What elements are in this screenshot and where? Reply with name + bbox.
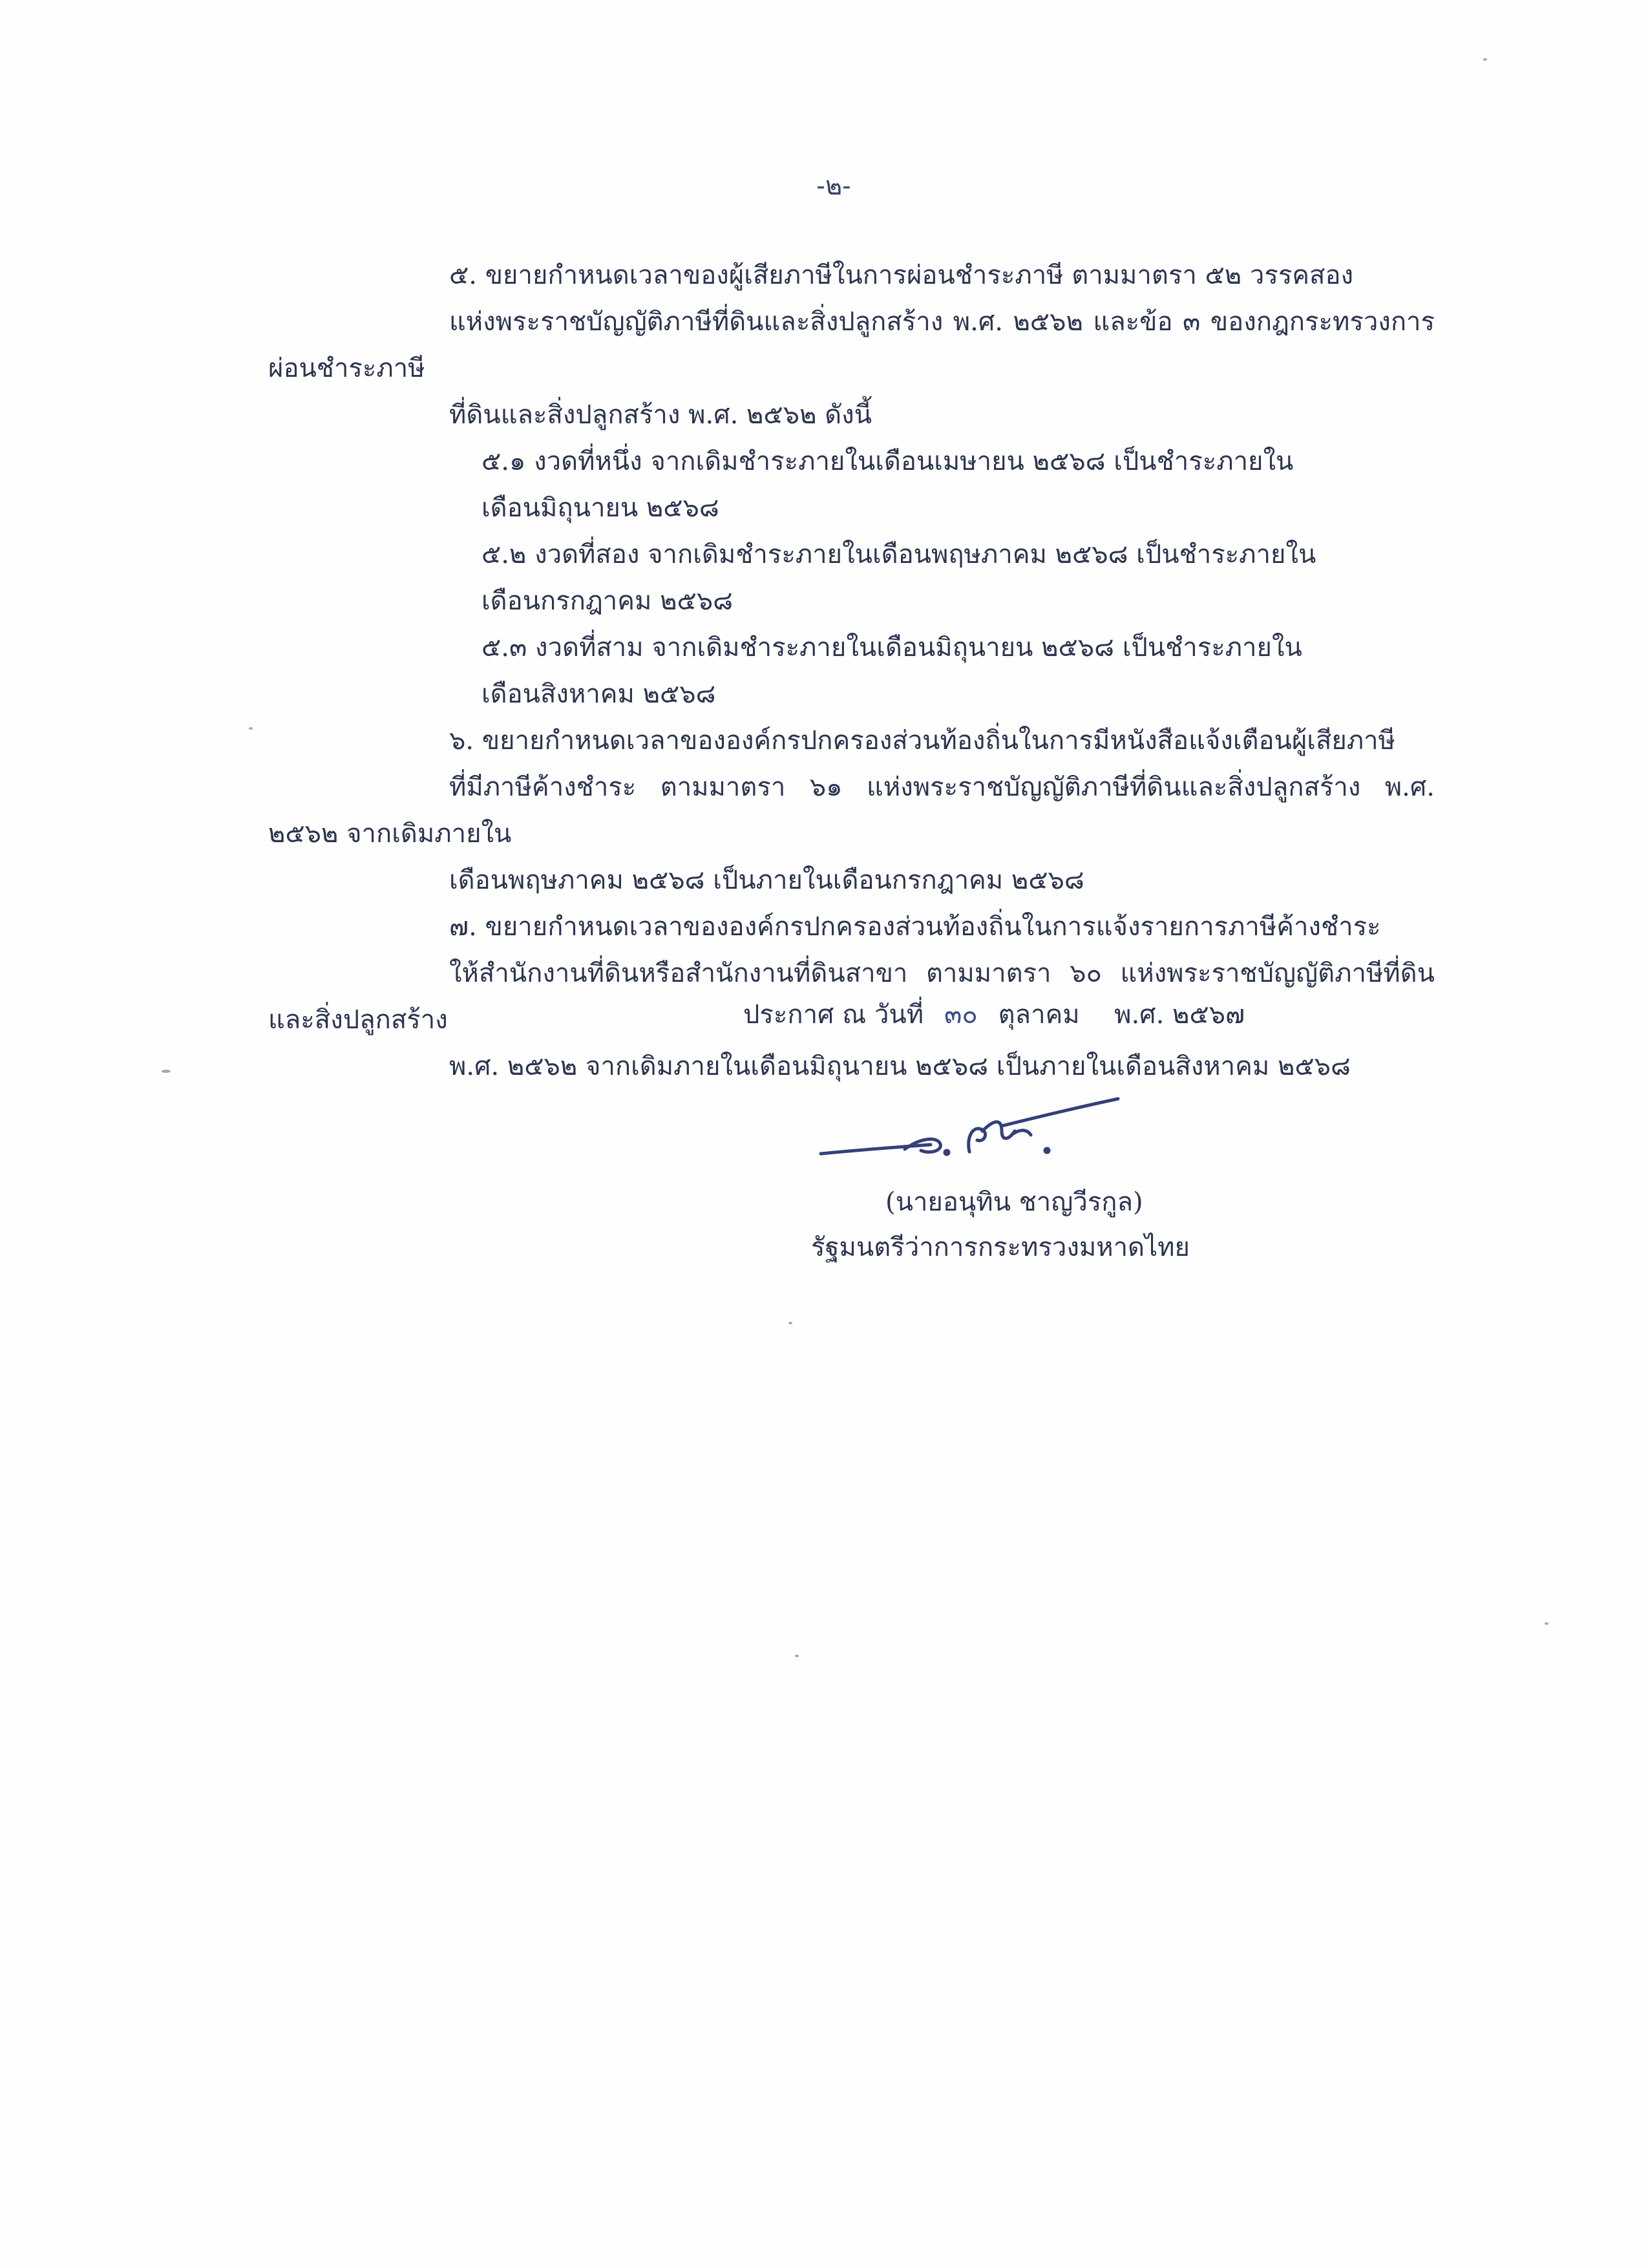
announcement-date: [743, 995, 1245, 1034]
scan-speck: [788, 1322, 792, 1324]
clause-7-line-1: ๗. ขยายกำหนดเวลาขององค์กรปกครองส่วนท้องถิ่นในการแจ้งรายการภาษีค้างชำระ: [449, 912, 1381, 942]
clause-5-1-line-1: ๕.๑ งวดที่หนึ่ง จากเดิมชำระภายในเดือนเมษายน ๒๕๖๘ เป็นชำระภายใน: [481, 447, 1294, 476]
clause-5-3: [268, 624, 1435, 717]
clause-7-line-3: พ.ศ. ๒๕๖๒ จากเดิมภายในเดือนมิถุนายน ๒๕๖๘ เป็นภายในเดือนสิงหาคม ๒๕๖๘: [449, 1052, 1351, 1081]
announcement-month: ตุลาคม: [998, 1000, 1080, 1030]
clause-5-3-line-2: เดือนสิงหาคม ๒๕๖๘: [481, 679, 716, 709]
scan-speck: [162, 1070, 171, 1073]
clause-5-1: [268, 438, 1435, 531]
announcement-prefix: ประกาศ ณ วันที่: [743, 1000, 924, 1030]
scan-speck: [795, 1655, 799, 1657]
clause-5-2-line-2: เดือนกรกฎาคม ๒๕๖๘: [481, 586, 733, 616]
page-number: -๒-: [816, 171, 851, 201]
scan-speck: [1483, 58, 1487, 61]
signer-name: (นายอนุทิน ชาญวีรกูล): [885, 1187, 1143, 1217]
clause-5-1-line-2: เดือนมิถุนายน ๒๕๖๘: [481, 493, 719, 523]
announcement-year: พ.ศ. ๒๕๖๗: [1114, 1000, 1245, 1030]
signer-title: รัฐมนตรีว่าการกระทรวงมหาดไทย: [811, 1233, 1190, 1262]
clause-6-line-2: ที่มีภาษีค้างชำระ ตามมาตรา ๖๑ แห่งพระราชบัญญัติภาษีที่ดินและสิ่งปลูกสร้าง พ.ศ. ๒๕๖๒ จากเดิมภายใน: [268, 772, 1435, 849]
announcement-day: ๓๐: [944, 1000, 978, 1030]
clause-5: [268, 252, 1435, 438]
clause-7-line-2: ให้สำนักงานที่ดินหรือสำนักงานที่ดินสาขา ตามมาตรา ๖๐ แห่งพระราชบัญญัติภาษีที่ดินและสิ่งปลูกสร้าง: [268, 959, 1435, 1035]
clause-5-line-1: ๕. ขยายกำหนดเวลาของผู้เสียภาษีในการผ่อนชำระภาษี ตามมาตรา ๕๒ วรรคสอง: [449, 260, 1354, 290]
clause-5-3-line-1: ๕.๓ งวดที่สาม จากเดิมชำระภายในเดือนมิถุนายน ๒๕๖๘ เป็นชำระภายใน: [481, 633, 1302, 662]
clause-5-line-3: ที่ดินและสิ่งปลูกสร้าง พ.ศ. ๒๕๖๒ ดังนี้: [449, 400, 872, 430]
clause-6: [268, 717, 1435, 904]
body-text: [268, 252, 1435, 1090]
handwritten-signature: [808, 1079, 1131, 1170]
clause-5-2: [268, 531, 1435, 624]
scan-speck: [249, 727, 253, 730]
clause-6-line-1: ๖. ขยายกำหนดเวลาขององค์กรปกครองส่วนท้องถิ่นในการมีหนังสือแจ้งเตือนผู้เสียภาษี: [449, 726, 1396, 756]
clause-5-2-line-1: ๕.๒ งวดที่สอง จากเดิมชำระภายในเดือนพฤษภาคม ๒๕๖๘ เป็นชำระภายใน: [481, 540, 1316, 569]
clause-5-line-2: แห่งพระราชบัญญัติภาษีที่ดินและสิ่งปลูกสร้าง พ.ศ. ๒๕๖๒ และข้อ ๓ ของกฎกระทรวงการผ่อนชำระภาษี: [268, 307, 1435, 383]
clause-6-line-3: เดือนพฤษภาคม ๒๕๖๘ เป็นภายในเดือนกรกฎาคม ๒๕๖๘: [449, 865, 1084, 895]
scan-speck: [1545, 1622, 1548, 1625]
